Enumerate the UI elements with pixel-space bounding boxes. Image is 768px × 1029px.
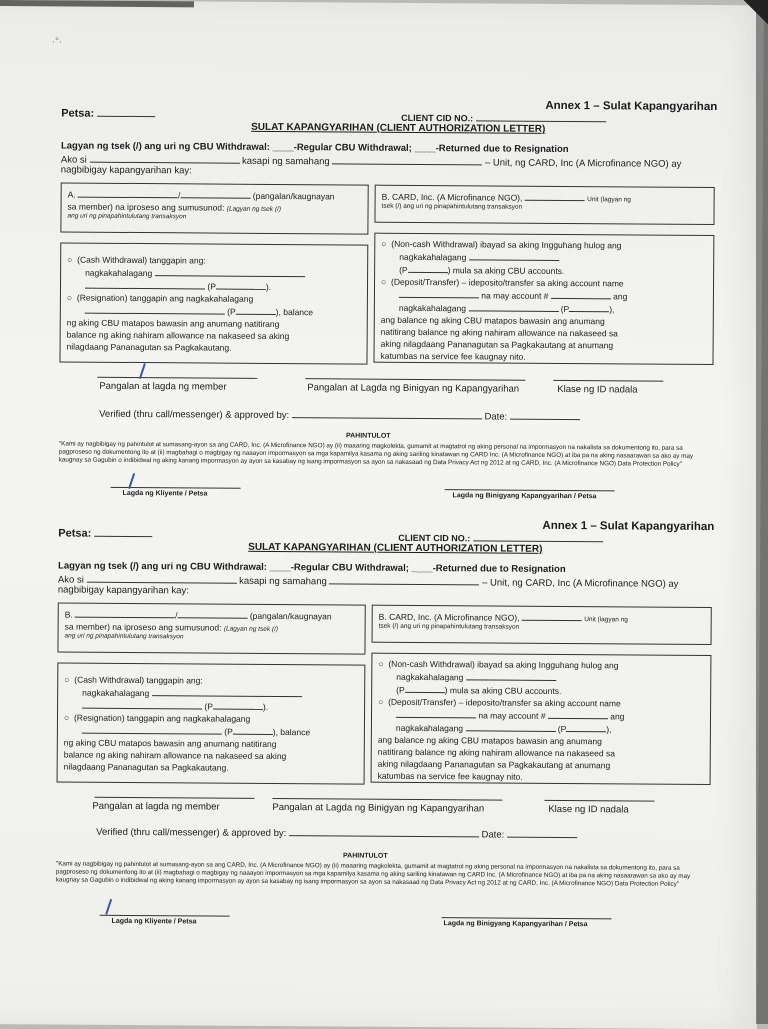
pen-mark	[105, 899, 112, 915]
ako-si-line: Ako si kasapi ng samahang – Unit, ng CARD, Inc (A Microfinance NGO) ay	[60, 154, 682, 170]
checkbox-resignation[interactable]: ○	[63, 712, 70, 723]
klyente-signature-label: Lagda ng Kliyente / Petsa	[111, 917, 197, 926]
verified-line[interactable]: Verified (thru call/messenger) & approved by: Date:	[99, 407, 580, 423]
klyente-signature-line[interactable]	[100, 915, 230, 917]
box-card-inc: B. CARD, Inc. (A Microfinance NGO), Unit (lagyan ng tsek (/) ang uri ng pinapahintulutang transaksyon	[372, 605, 712, 645]
withdrawal-type-line: Lagyan ng tsek (/) ang uri ng CBU Withdrawal: ____-Regular CBU Withdrawal; ____-Returned due to Resignation	[60, 140, 569, 156]
petsa-field[interactable]: Petsa:	[58, 526, 152, 540]
pahintulot-text: "Kami ay nagbibigay ng pahintulot at sumasang-ayon sa ang CARD, Inc. (A Microfinance NGO) ay (ii) maaaring magkolekta, gumamit at magtatrol ng aking personal na impormasyon na nakalista sa dokumentong ito, para sa pagproseso ng dokumentong ito at (ii) magbahagi o magbigay ng naaayon impormasyon sa mga kapamilya kasama ng aking sariling kinatawan ng CARD Inc. (A Microfinance NGO) at iba pa na aking nasaarawan sa ako ay may kaugnay sa Gagubin o indibidwal ng aking kanang impormasyon ay ayon sa kasabay ng isang impormasyon sa ayon sa nakasaad ng Data Privacy Act ng 2012 at ng CARD, Inc. (A Microfinance NGO) Data Protection Policy"	[55, 860, 691, 888]
box-representative: B. / (pangalan/kaugnayan sa member) na iproseso ang sumusunod: (Lagyan ng tsek (/) ang uri ng pinapahintulutang transaksyon	[57, 602, 365, 654]
member-signature-line[interactable]	[97, 377, 257, 379]
binigyan-signature-line[interactable]	[305, 378, 525, 381]
client-cid-field[interactable]: CLIENT CID NO.:	[401, 111, 606, 124]
checkbox-noncash[interactable]: ○	[378, 658, 384, 669]
verified-line[interactable]: Verified (thru call/messenger) & approved by: Date:	[96, 825, 577, 841]
withdrawal-type-line: Lagyan ng tsek (/) ang uri ng CBU Withdrawal: ____-Regular CBU Withdrawal; ____-Returned due to Resignation	[58, 560, 566, 576]
pahintulot-heading: PAHINTULOT	[343, 852, 388, 860]
binigyang-signature-line[interactable]	[442, 917, 612, 919]
klyente-signature-label: Lagda ng Kliyente / Petsa	[122, 489, 208, 498]
form-title: SULAT KAPANGYARIHAN (CLIENT AUTHORIZATION LETTER)	[251, 121, 546, 135]
binigyan-signature-label: Pangalan at Lagda ng Binigyan ng Kapangyarihan	[307, 382, 520, 395]
id-type-label: Klase ng ID nadala	[548, 803, 629, 816]
member-signature-label: Pangalan at lagda ng member	[92, 800, 220, 813]
scan-mark: ·°·	[51, 36, 63, 48]
box-withdrawal-options: ○ (Cash Withdrawal) tanggapin ang: nagkakahalagang (P ). ○ (Resignation) tanggapin ang nagkakahalagang (P ), balance ng aking CBU matapos bawasin ang anumang natitirang balance ng aking nahiram allowance na nakaseed sa aking nilagdaang Pananagutan sa Pagkakautang.	[57, 662, 366, 784]
ako-si-line: Ako si kasapi ng samahang – Unit, ng CARD, Inc (A Microfinance NGO) ay	[57, 574, 679, 590]
nagbibigay-line: nagbibigay kapangyarihan kay:	[60, 164, 192, 177]
id-type-label: Klase ng ID nadala	[557, 383, 638, 396]
client-cid-field[interactable]: CLIENT CID NO.:	[398, 531, 603, 544]
pahintulot-heading: PAHINTULOT	[345, 432, 391, 440]
checkbox-resignation[interactable]: ○	[66, 292, 73, 303]
checkbox-deposit[interactable]: ○	[381, 276, 387, 287]
scan-shadow	[0, 0, 194, 7]
binigyan-signature-line[interactable]	[272, 798, 502, 801]
id-type-line[interactable]	[544, 800, 654, 802]
pahintulot-text: "Kami ay nagbibigay ng pahintulot at sumasang-ayon sa ang CARD, Inc. (A Microfinance NGO) ay (ii) maaaring magkolekta, gumamit at magtatrol ng aking personal na impormasyon na nakalista sa dokumentong ito, para sa pagproseso ng dokumentong ito at (ii) magbahagi o magbigay ng naaayon impormasyon sa mga kapamilya kasama ng aking sariling kinatawan ng CARD Inc. (A Microfinance NGO) at iba pa na aking nasaarawan sa ako ay may kaugnay sa Gagubin o indibidwal ng aking kanang impormasyon ay ayon sa kasabay ng isang impormasyon sa ayon sa nakasaad ng Data Privacy Act ng 2012 at ng CARD, Inc. (A Microfinance NGO) Data Protection Policy"	[58, 440, 694, 468]
scan-corner	[728, 0, 768, 40]
checkbox-noncash[interactable]: ○	[381, 238, 387, 249]
checkbox-cash-withdrawal[interactable]: ○	[64, 674, 70, 685]
checkbox-cash-withdrawal[interactable]: ○	[67, 254, 73, 265]
petsa-field[interactable]: Petsa:	[61, 106, 155, 120]
box-withdrawal-options: ○ (Cash Withdrawal) tanggapin ang: nagkakahalagang (P ). ○ (Resignation) tanggapin ang nagkakahalagang (P ), balance ng aking CBU matapos bawasin ang anumang natitirang balance ng aking nahiram allowance na nakaseed sa aking nilagdaang Pananagutan sa Pagkakautang.	[59, 242, 368, 364]
id-type-line[interactable]	[553, 380, 663, 382]
authorization-form-1	[0, 90, 761, 515]
member-signature-label: Pangalan at lagda ng member	[99, 380, 227, 393]
form-title: SULAT KAPANGYARIHAN (CLIENT AUTHORIZATION LETTER)	[248, 541, 543, 555]
box-representative: A. / (pangalan/kaugnayan sa member) na iproseso ang sumusunod: (Lagyan ng tsek (/) ang uri ng pinapahintulutang transaksyon	[60, 182, 368, 234]
authorization-form-2	[0, 510, 758, 935]
binigyang-signature-line[interactable]	[445, 489, 615, 491]
box-noncash-options: ○ (Non-cash Withdrawal) ibayad sa aking Ingguhang hulog ang nagkakahalagang (P ) mula sa aking CBU accounts. ○ (Deposit/Transfer) – ideposito/transfer sa aking account name na may account # ang nagkakahalagang (P ), ang balance ng aking CBU matapos bawasin ang anumang natitirang balance ng aking nahiram allowance na nakaseed sa aking nilagdaang Pananagutan sa Pagkakautang at anumang katumbas na service fee kaugnay nito.	[371, 653, 712, 785]
member-signature-line[interactable]	[94, 797, 254, 799]
binigyang-signature-label: Lagda ng Binigyang Kapangyarihan / Petsa	[452, 492, 597, 501]
annex-title: Annex 1 – Sulat Kapangyarihan	[542, 519, 715, 534]
nagbibigay-line: nagbibigay kapangyarihan kay:	[57, 584, 189, 597]
checkbox-deposit[interactable]: ○	[378, 696, 384, 707]
box-noncash-options: ○ (Non-cash Withdrawal) ibayad sa aking Ingguhang hulog ang nagkakahalagang (P ) mula sa aking CBU accounts. ○ (Deposit/Transfer) – ideposito/transfer sa aking account name na may account # ang nagkakahalagang (P ), ang balance ng aking CBU matapos bawasin ang anumang natitirang balance ng aking nahiram allowance na nakaseed sa aking nilagdaang Pananagutan sa Pagkakautang at anumang katumbas na service fee kaugnay nito.	[373, 233, 714, 365]
annex-title: Annex 1 – Sulat Kapangyarihan	[545, 99, 718, 114]
box-card-inc: B. CARD, Inc. (A Microfinance NGO), Unit (lagyan ng tsek (/) ang uri ng pinapahintulutang transaksyon	[374, 185, 714, 225]
scan-edge-shadow	[756, 0, 768, 1024]
binigyang-signature-label: Lagda ng Binigyang Kapangyarihan / Petsa	[443, 920, 588, 929]
binigyan-signature-label: Pangalan at Lagda ng Binigyan ng Kapangyarihan	[272, 801, 485, 815]
